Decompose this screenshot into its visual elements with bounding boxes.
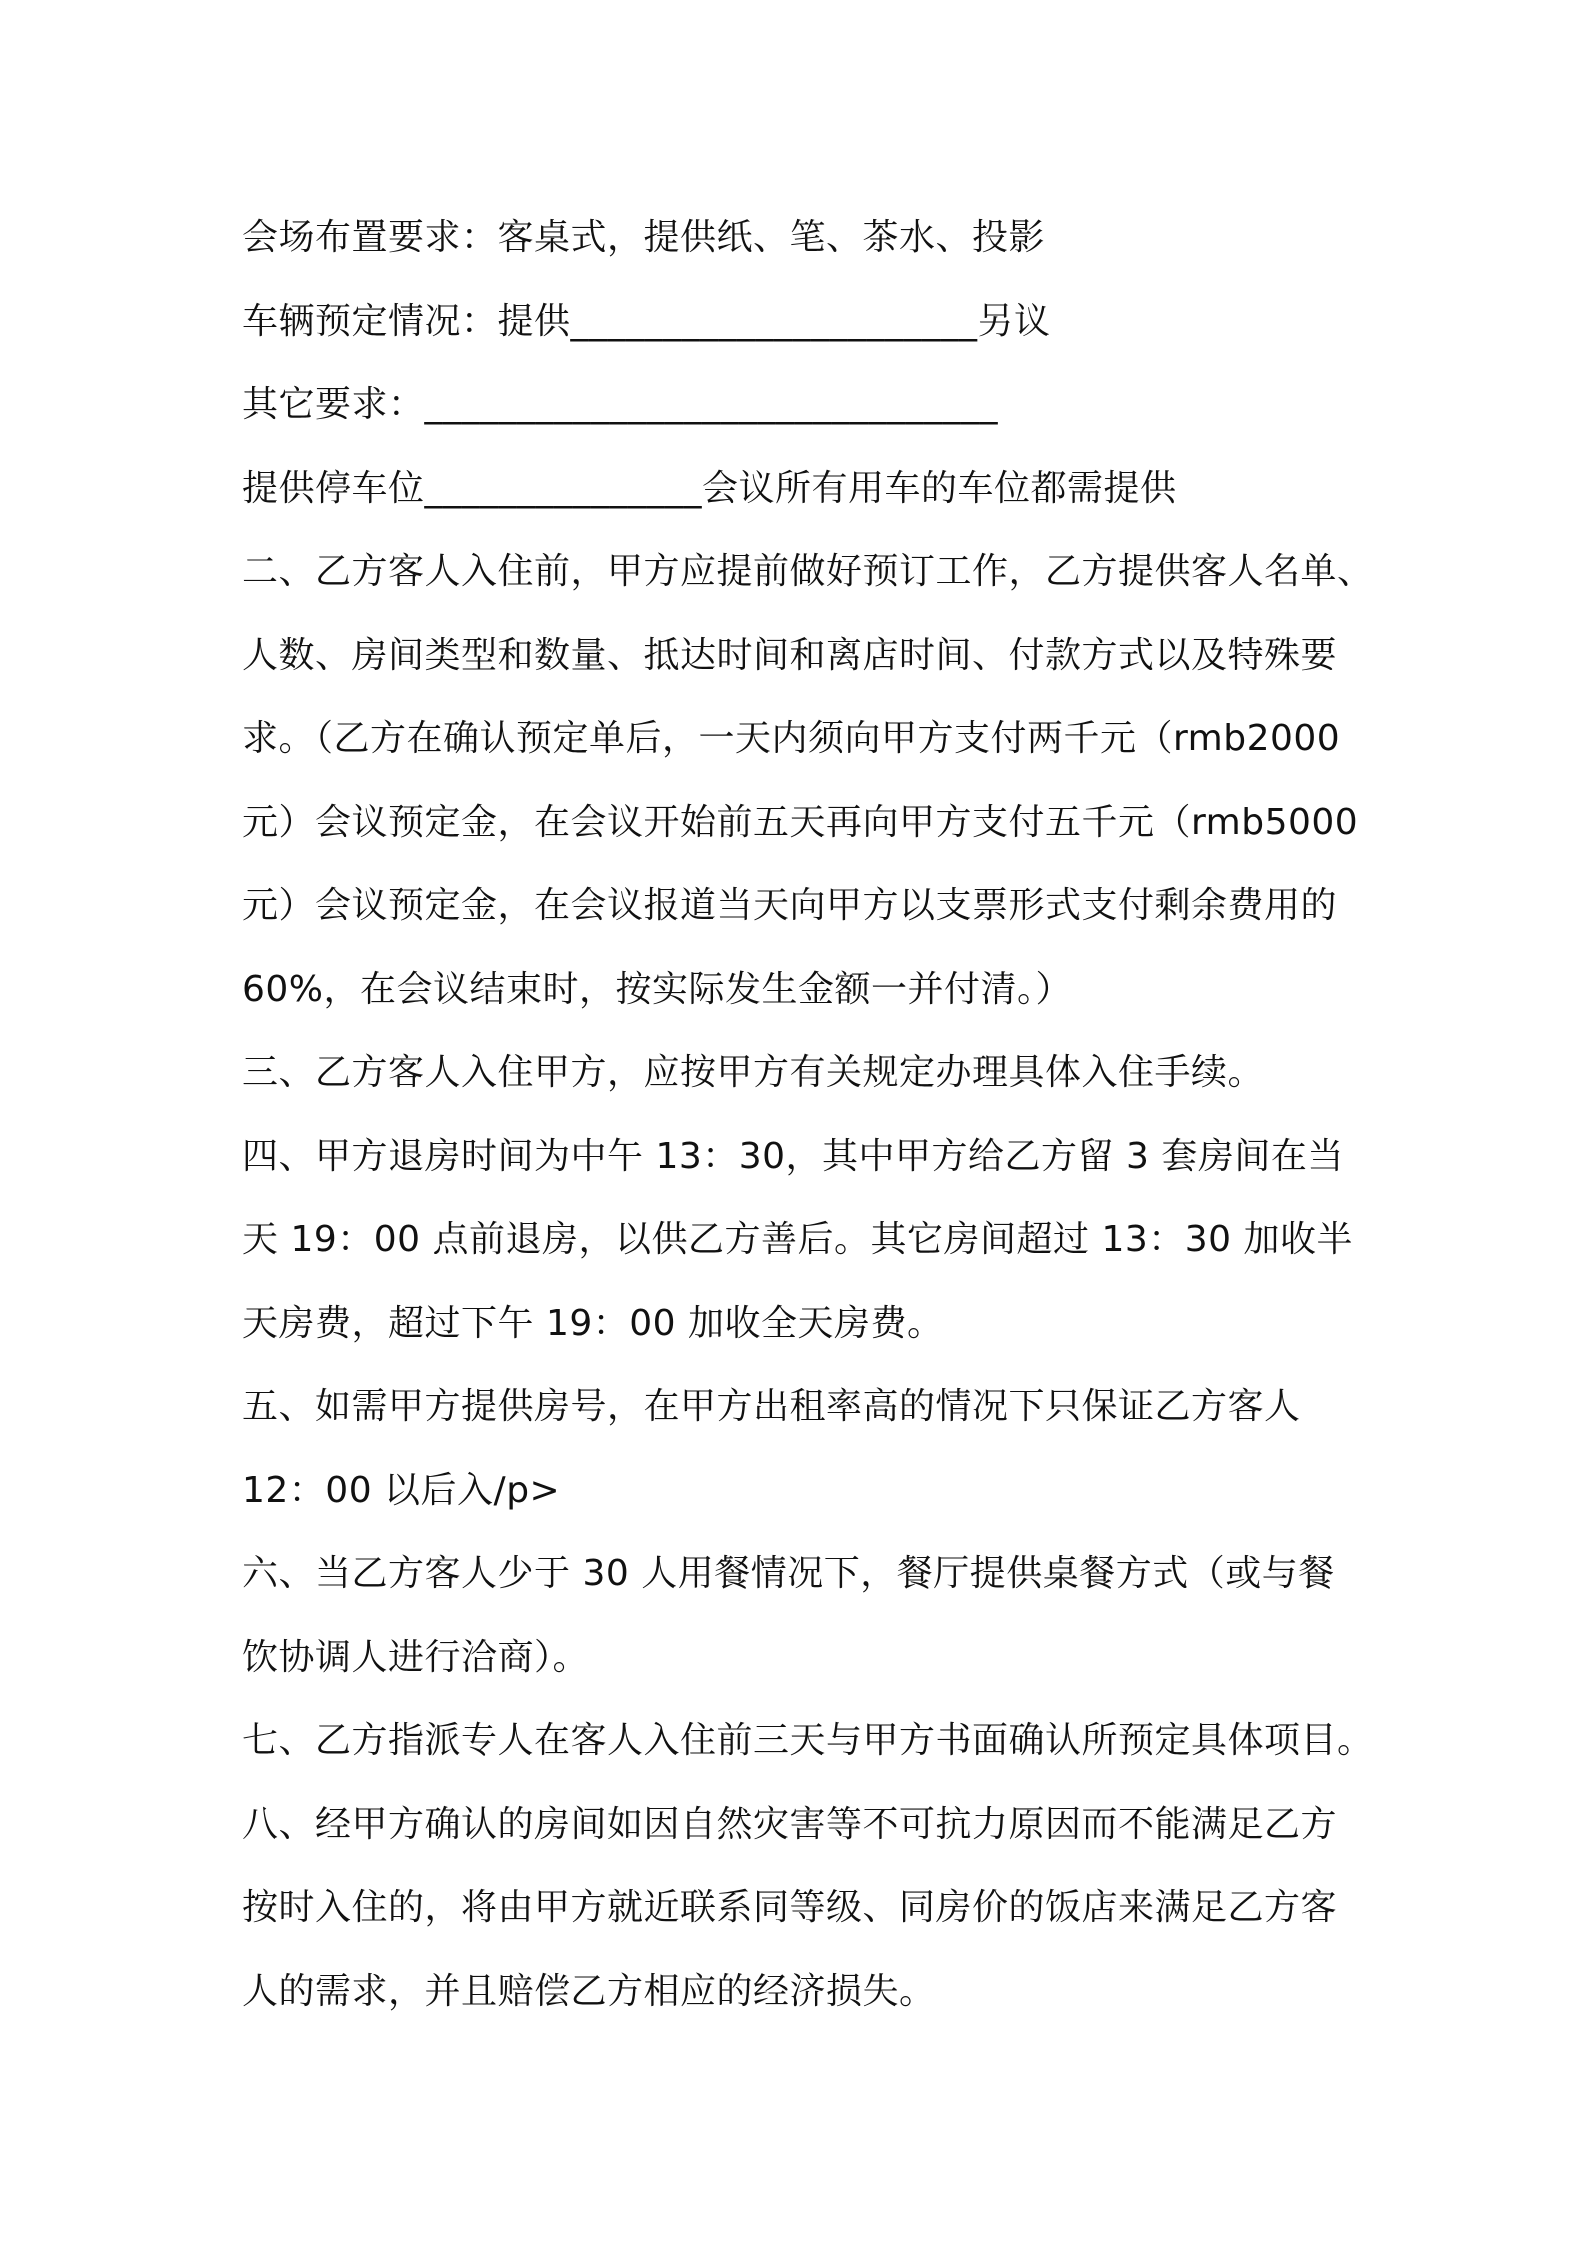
text-line: 元）会议预定金，在会议开始前五天再向甲方支付五千元（rmb5000 — [242, 801, 1359, 843]
text-line: 车辆预定情况：提供______________________另议 — [242, 300, 1051, 342]
text-line: 其它要求：_______________________________ — [242, 384, 999, 425]
text-line: 六、当乙方客人少于 30 人用餐情况下，餐厅提供桌餐方式（或与餐 — [242, 1553, 1335, 1594]
text-line: 12：00 以后入/p> — [242, 1469, 561, 1511]
text-line: 60%，在会议结束时，按实际发生金额一并付清。） — [242, 968, 1073, 1010]
text-line: 七、乙方指派专人在客人入住前三天与甲方书面确认所预定具体项目。 — [242, 1720, 1374, 1761]
text-line: 三、乙方客人入住甲方，应按甲方有关规定办理具体入住手续。 — [242, 1052, 1265, 1093]
text-line: 五、如需甲方提供房号，在甲方出租率高的情况下只保证乙方客人 — [242, 1386, 1301, 1427]
text-line: 八、经甲方确认的房间如因自然灾害等不可抗力原因而不能满足乙方 — [242, 1803, 1338, 1845]
text-line: 天 19：00 点前退房，以供乙方善后。其它房间超过 13：30 加收半 — [242, 1219, 1354, 1260]
text-line: 饮协调人进行洽商）。 — [242, 1636, 590, 1678]
text-line: 元）会议预定金，在会议报道当天向甲方以支票形式支付剩余费用的 — [242, 885, 1338, 926]
text-line: 天房费，超过下午 19：00 加收全天房费。 — [242, 1302, 944, 1344]
text-line: 四、甲方退房时间为中午 13：30，其中甲方给乙方留 3 套房间在当 — [242, 1135, 1344, 1177]
text-line: 会场布置要求：客桌式，提供纸、笔、茶水、投影 — [242, 217, 1046, 258]
text-line: 人数、房间类型和数量、抵达时间和离店时间、付款方式以及特殊要 — [242, 634, 1338, 676]
text-line: 提供停车位_______________会议所有用车的车位都需提供 — [242, 467, 1177, 509]
text-line: 求。（乙方在确认预定单后，一天内须向甲方支付两千元（rmb2000 — [242, 718, 1341, 759]
text-line: 人的需求，并且赔偿乙方相应的经济损失。 — [242, 1970, 936, 2012]
document-body — [242, 196, 1372, 2033]
text-line: 按时入住的，将由甲方就近联系同等级、同房价的饭店来满足乙方客 — [242, 1887, 1338, 1928]
text-line: 二、乙方客人入住前，甲方应提前做好预订工作，乙方提供客人名单、 — [242, 551, 1374, 592]
